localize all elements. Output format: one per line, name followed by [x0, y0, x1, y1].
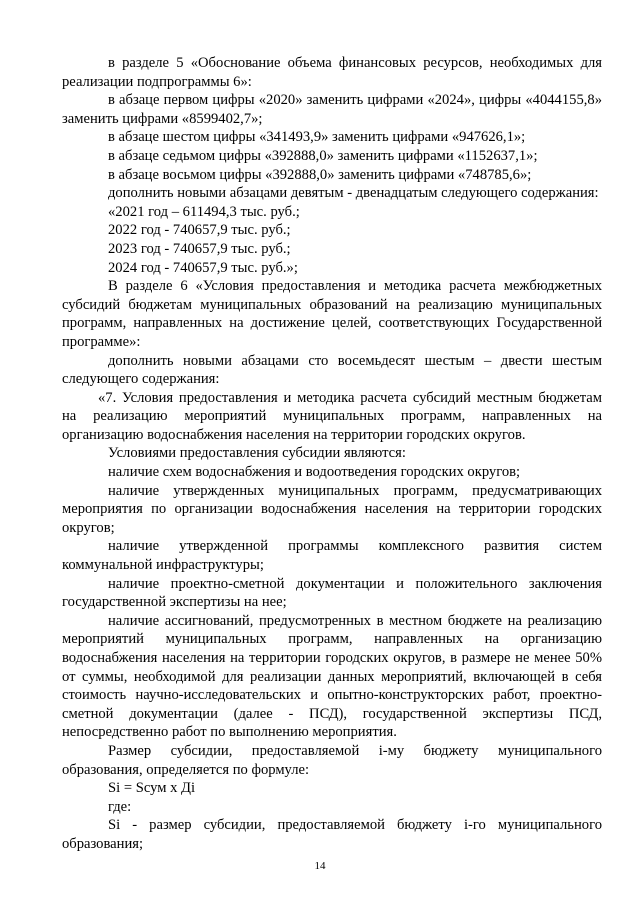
paragraph: в абзаце первом цифры «2020» заменить цифрами «2024», цифры «4044155,8» заменить цифрами «8599402,7»;: [62, 92, 602, 127]
list-item: 2023 год - 740657,9 тыс. руб.;: [108, 240, 291, 257]
paragraph: Si - размер субсидии, предоставляемой бюджету i-го муниципального образования;: [62, 817, 602, 852]
paragraph: Условиями предоставления субсидии являются:: [108, 445, 406, 462]
paragraph: В разделе 6 «Условия предоставления и методика расчета межбюджетных субсидий бюджетам муниципальных образований на реализацию муниципальных программ, направленных на достижение целей, соответствующих Государственной программе»:: [62, 278, 602, 350]
list-item: «2021 год – 611494,3 тыс. руб.;: [108, 203, 300, 220]
page-number: 14: [314, 860, 326, 872]
list-item: 2024 год - 740657,9 тыс. руб.»;: [108, 259, 298, 276]
paragraph: «7. Условия предоставления и методика расчета субсидий местным бюджетам на реализацию мероприятий муниципальных программ, направленных на организацию водоснабжения населения на территории городских округов.: [62, 389, 602, 443]
document-body: [62, 54, 602, 854]
paragraph: дополнить новыми абзацами девятым - двенадцатым следующего содержания:: [108, 185, 599, 202]
paragraph: где:: [108, 798, 132, 815]
formula: Si = Sсум x Дi: [108, 780, 196, 797]
paragraph: Размер субсидии, предоставляемой i-му бюджету муниципального образования, определяется по формуле:: [62, 742, 602, 778]
list-item: 2022 год - 740657,9 тыс. руб.;: [108, 222, 291, 239]
paragraph: в абзаце восьмом цифры «392888,0» заменить цифрами «748785,6»;: [108, 166, 532, 183]
paragraph: наличие ассигнований, предусмотренных в местном бюджете на реализацию мероприятий муниципальных программ, направленных на организацию водоснабжения населения на территории городских округов, в размере не менее 50% от суммы, необходимой для реализации данных мероприятий, включающей в себя стоимость научно-исследовательских и опытно-конструкторских работ, проектно-сметной документации (далее - ПСД), государственной экспертизы ПСД, непосредственно работ по выполнению мероприятия.: [62, 612, 602, 741]
paragraph: наличие схем водоснабжения и водоотведения городских округов;: [108, 464, 521, 481]
paragraph: в разделе 5 «Обоснование объема финансовых ресурсов, необходимых для реализации подпрограммы 6»:: [62, 55, 602, 90]
paragraph: в абзаце шестом цифры «341493,9» заменить цифрами «947626,1»;: [108, 129, 526, 146]
paragraph: наличие утвержденных муниципальных программ, предусматривающих мероприятия по организации водоснабжения населения на территории городских округов;: [62, 482, 602, 536]
paragraph: наличие проектно-сметной документации и положительного заключения государственной экспертизы на нее;: [62, 575, 602, 611]
paragraph: в абзаце седьмом цифры «392888,0» заменить цифрами «1152637,1»;: [108, 147, 538, 164]
paragraph: наличие утвержденной программы комплексного развития систем коммунальной инфраструктуры;: [62, 538, 602, 574]
paragraph: дополнить новыми абзацами сто восемьдесят шестым – двести шестым следующего содержания:: [62, 352, 602, 388]
